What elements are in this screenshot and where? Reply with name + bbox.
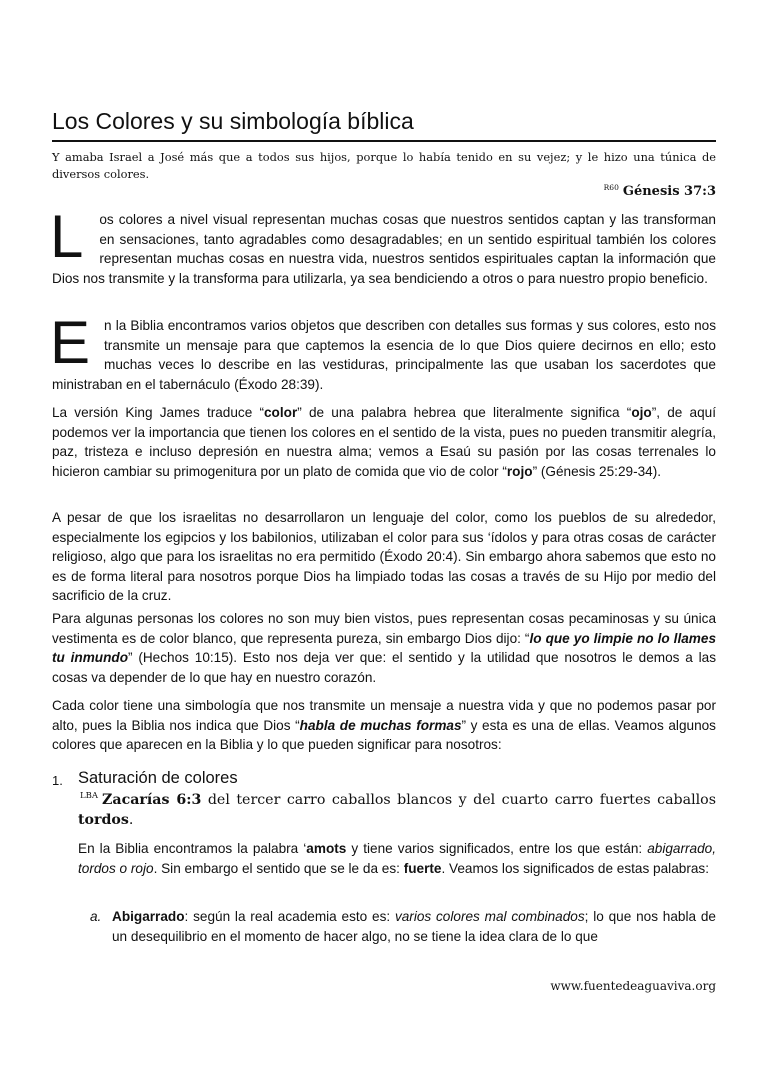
paragraph-3 [52,403,716,481]
p3-text-g: ” (Génesis 25:29-34). [532,463,662,479]
p3-bold-ojo: ojo [631,405,652,420]
s1-italic-terms: abigarrado, tordos o rojo [78,841,716,876]
paragraph-1 [50,203,716,288]
drop-cap-l: L [50,203,84,270]
footer-url: www.fuentedeaguaviva.org [550,979,716,993]
p6-quote: habla de muchas formas [299,717,462,733]
epigraph-version: R60 [603,183,619,192]
epigraph [52,149,716,199]
p5-text-a: Para algunas personas los colores no son muy bien vistos, pues representan cosas pecaminosas y su única vestimenta es de color blanco, que representa pureza, sin embargo Dios dijo: “ [52,611,716,646]
p3-text-c: ” de una palabra hebrea que literalmente significa “ [297,405,632,420]
drop-cap-e: E [50,309,91,376]
p3-text-e: ”, de aquí podemos ver la importancia que tienen los colores en el sentido de la vista, pues no pueden transmitir alegría, paz, tristeza e incluso depresión en nuestra alma; vemos a Esaú su pasión por las cosas terrenales lo hicieron cambiar su primogenitura por un plato de comida que vio de color “ [52,405,716,479]
s1-bold-fuerte: fuerte [403,860,442,876]
epigraph-ref-text: Génesis 37:3 [622,184,716,199]
subitem-letter: a. [90,909,102,924]
verse-bold-tordos: tordos [78,812,129,828]
paragraph-2-text: n la Biblia encontramos varios objetos que describen con detalles sus formas y sus colores, esto nos transmite un mensaje para que captemos la esencia de lo que Dios quiere decirnos en ello; esto muchas veces lo describe en las vestiduras, principalmente las que usaban los sacerdotes que ministraban en el tabernáculo (Éxodo 28:39). [52,318,716,392]
s1-text-e: . Sin embargo el sentido que se le da es: [153,860,404,876]
s1-bold-amots: amots [306,841,347,856]
subitem-italic: varios colores mal combinados [394,909,585,924]
p3-text-a: La versión King James traduce “ [52,405,264,420]
p6-text-a: Cada color tiene una simbología que nos transmite un mensaje a nuestra vida y que no podemos pasar por alto, pues la Biblia nos indica que Dios “ [52,698,716,733]
p5-text-c: ” (Hechos 10:15). Esto nos deja ver que: el sentido y la utilidad que nosotros le demos a las cosas va depender de lo que hay en nuestro corazón. [52,650,716,685]
s1-text-g: . Veamos los significados de estas palabras: [441,860,709,876]
s1-text-a: En la Biblia encontramos la palabra ‘ [78,841,307,856]
p6-text-c: ” y esta es una de ellas. Veamos algunos colores que aparecen en la Biblia y lo que pueden significar para nosotros: [52,717,716,753]
section-1-number: 1. [52,773,63,788]
verse-version: LBA [80,791,99,801]
p3-bold-rojo: rojo [506,463,533,479]
section-1-verse [78,786,716,830]
page-title: Los Colores y su simbología bíblica [52,108,414,134]
paragraph-2 [50,309,716,394]
title-rule [52,140,716,142]
epigraph-text: Y amaba Israel a José más que a todos sus hijos, porque lo había tenido en su vejez; y le hizo una túnica de diversos colores. [52,150,716,181]
subitem-text-a: : según la real academia esto es: [184,909,395,924]
section-1-body [78,839,716,878]
p3-bold-color: color [264,405,298,420]
s1-text-c: y tiene varios significados, entre los que están: [346,841,648,856]
verse-period: . [128,812,134,828]
subitem-a [90,907,716,946]
paragraph-1-text: os colores a nivel visual representan muchas cosas que nuestros sentidos captan y las transforman en sensaciones, tanto agradables como desagradables; en un sentido espiritual también los colores representan muchas cosas en nuestra vida, nuestros sentidos espirituales captan la información que Dios nos transmite y la transforma para utilizarla, ya sea bendiciendo a otros o para nuestro propio beneficio. [52,212,716,286]
paragraph-4: A pesar de que los israelitas no desarrollaron un lenguaje del color, como los pueblos de su alrededor, especialmente los egipcios y los babilonios, utilizaban el color para sus ‘ídolos y para otras cosas de carácter religioso, algo que para los israelitas no era permitido (Éxodo 20:4). Sin embargo ahora sabemos que esto no es de forma literal para nosotros porque Dios ha limpiado todas las cosas a través de su Hijo por medio del sacrificio de la cruz. [52,510,716,604]
paragraph-5 [52,609,716,687]
verse-reference: Zacarías 6:3 [102,792,202,808]
epigraph-reference [604,179,716,200]
section-1-heading: Saturación de colores [78,769,238,787]
paragraph-6 [52,696,716,755]
verse-text: del tercer carro caballos blancos y del cuarto carro fuertes caballos [201,792,716,808]
subitem-text-c: ; lo que nos habla de un desequilibrio en el momento de hacer algo, no se tiene la idea clara de lo que [112,909,716,944]
p5-quote: lo que yo limpie no lo llames tu inmundo [52,630,716,666]
subitem-term: Abigarrado [112,909,185,924]
